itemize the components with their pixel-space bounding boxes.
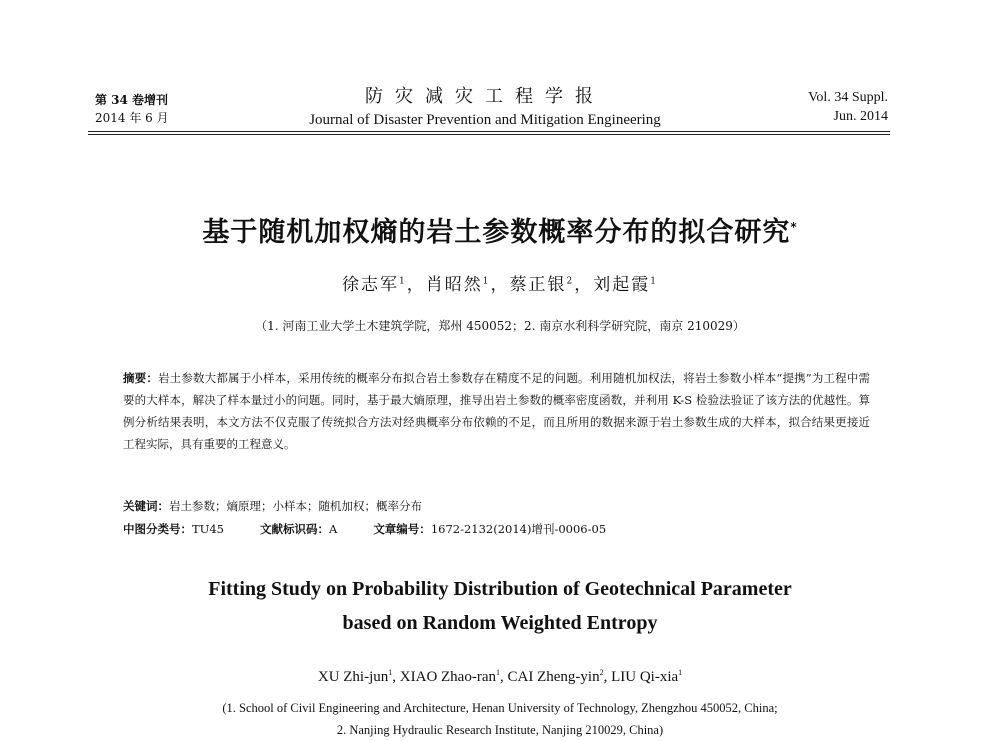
journal-title-en: Journal of Disaster Prevention and Mitigation Engineering (309, 112, 661, 128)
affiliation-en (0, 697, 1000, 741)
title-footnote-mark: * (790, 220, 798, 234)
author-name: 肖昭然 (425, 275, 483, 295)
classification-line (123, 521, 606, 537)
publication-date-cn: 2014 年 6 月 (95, 111, 169, 125)
header-rule (88, 134, 890, 135)
article-number-value: 1672-2132(2014)增刊-0006-05 (430, 522, 607, 536)
title-en-line: Fitting Study on Probability Distribution of Geotechnical Parameter (208, 578, 792, 600)
journal-title-cn: 防灾减灾工程学报 (365, 86, 605, 107)
author-affil-mark: 1 (678, 668, 683, 677)
author-affil-mark: 1 (388, 668, 393, 677)
affiliation-cn: （1. 河南工业大学土木建筑学院，郑州 450052；2. 南京水利科学研究院，南京 210029） (255, 319, 745, 333)
abstract-label: 摘要： (123, 371, 159, 385)
author-list-en: XU Zhi-jun$^1$, XIAO Zhao-ran$^1$, CAI Zheng-yin$^2$, LIU Qi-xia$^1$ (317, 668, 683, 685)
header-rule (88, 131, 890, 132)
author-name-en: CAI Zheng-yin (507, 669, 600, 685)
volume-issue: 第 34 卷增刊 (95, 93, 169, 107)
author-name: 徐志军 (342, 275, 400, 295)
author-name: 刘起霞 (593, 275, 651, 295)
paper-title-cn (0, 210, 1000, 249)
journal-masthead (250, 82, 720, 129)
keywords-label: 关键词： (123, 499, 169, 513)
author-affil-mark: 1 (496, 668, 500, 677)
publication-date-en: Jun. 2014 (833, 109, 888, 124)
doc-code-value: A (329, 522, 338, 536)
author-affil-mark: 1 (650, 276, 658, 287)
header-volume-info-en (808, 88, 888, 126)
author-name: 蔡正银 (509, 275, 567, 295)
clc-label: 中图分类号： (123, 522, 192, 536)
author-affil-mark: 1 (482, 276, 491, 287)
keywords-cn (123, 498, 422, 514)
paper-title-en (0, 572, 1000, 640)
abstract-cn (123, 367, 870, 455)
clc-value: TU45 (192, 522, 224, 536)
author-affil-mark: 2 (566, 276, 575, 287)
author-name-en: LIU Qi-xia (611, 669, 679, 685)
abstract-text: 岩土参数大都属于小样本，采用传统的概率分布拟合岩土参数存在精度不足的问题。利用随机加权法，将岩土参数小样本“提携”为工程中需要的大样本，解决了样本量过小的问题。同时，基于最大熵原理，推导出岩土参数的概率密度函数，并利用 K-S 检验法验证了该方法的优越性。算例分析结果表明，本文方法不仅克服了传统拟合方法对经典概率分布依赖的不足，而且所用的数据来源于岩土参数生成的大样本，拟合结果更接近工程实际，具有重要的工程意义。 (123, 371, 870, 451)
affiliation-en-line: (1. School of Civil Engineering and Architecture, Henan University of Technology, Zhengzhou 450052, China; (222, 701, 778, 715)
header-volume-info (95, 91, 169, 127)
title-en-line: based on Random Weighted Entropy (342, 612, 658, 634)
author-affil-mark: 1 (399, 276, 407, 287)
article-number-label: 文章编号： (373, 522, 431, 536)
doc-code-label: 文献标识码： (260, 522, 329, 536)
volume-en: Vol. 34 Suppl. (808, 90, 888, 105)
author-list-cn: 徐志军$^1$，肖昭然$^1$，蔡正银$^2$，刘起霞$^1$ (342, 275, 658, 295)
author-name-en: XU Zhi-jun (317, 669, 389, 685)
author-affil-mark: 2 (599, 668, 604, 677)
affiliation-en-line: 2. Nanjing Hydraulic Research Institute, Nanjing 210029, China) (336, 723, 664, 737)
title-cn-text: 基于随机加权熵的岩土参数概率分布的拟合研究 (202, 217, 791, 248)
author-name-en: XIAO Zhao-ran (399, 669, 496, 685)
keywords-text: 岩土参数；熵原理；小样本；随机加权；概率分布 (169, 499, 422, 513)
